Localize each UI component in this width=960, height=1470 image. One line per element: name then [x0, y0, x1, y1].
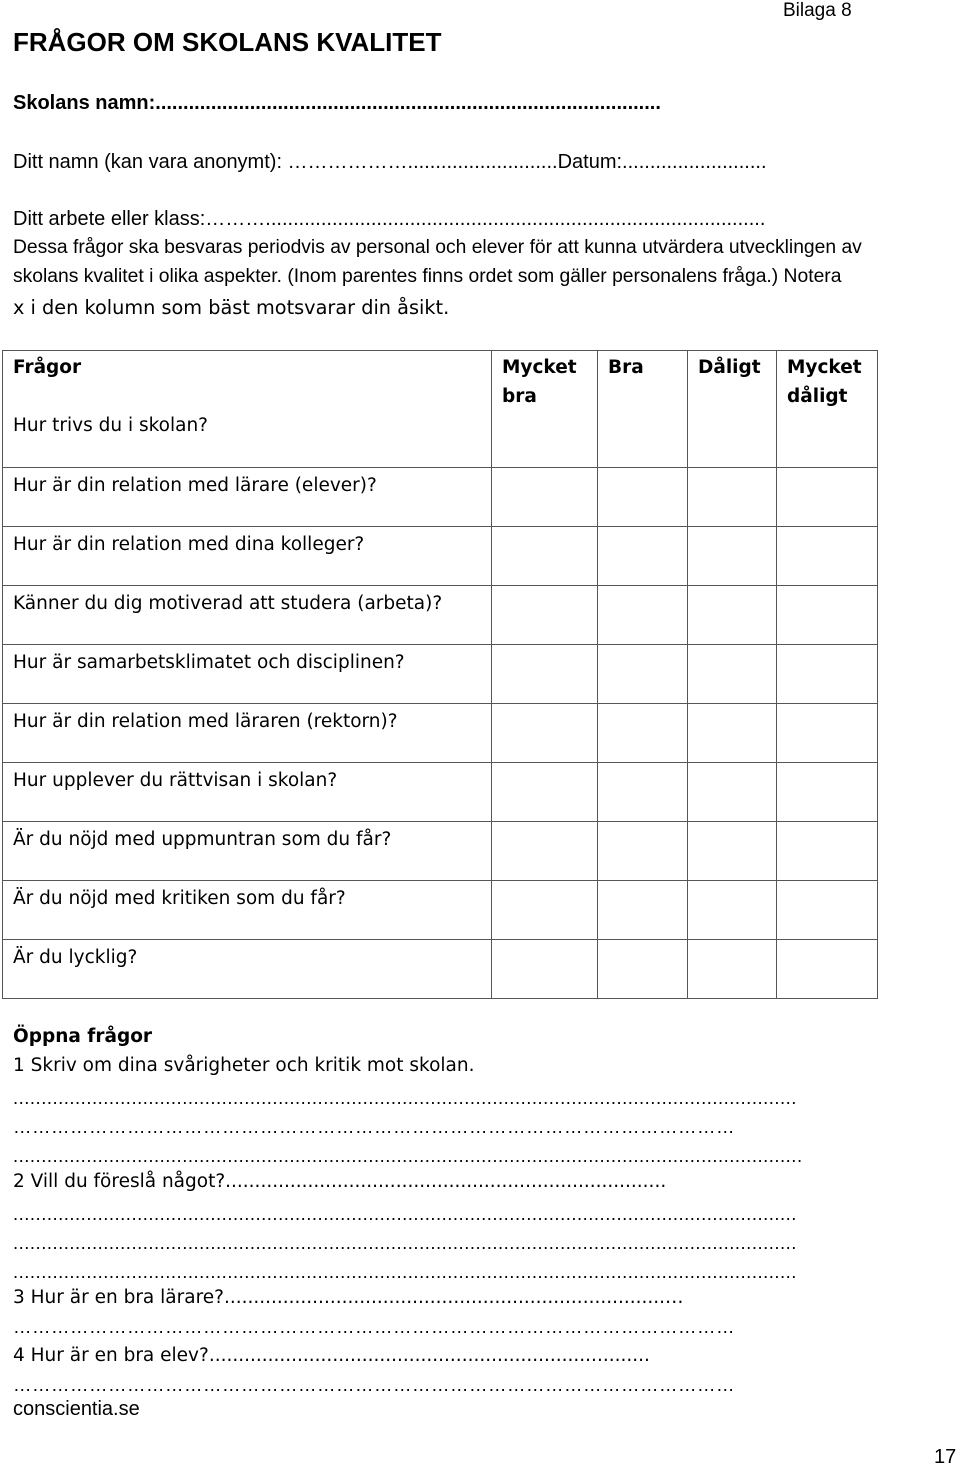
instructions-line-2: skolans kvalitet i olika aspekter. (Inom parentes finns ordet som gäller personalens fråga.) Notera: [13, 266, 842, 287]
bad-answer-cell[interactable]: [688, 940, 777, 999]
question-text: Hur är din relation med läraren (rektorn)?: [13, 711, 398, 732]
question-cell: [3, 645, 492, 704]
table-row: [3, 645, 878, 704]
table-row: [3, 881, 878, 940]
question-header-cell: [3, 351, 492, 468]
good-answer-cell[interactable]: [598, 586, 688, 645]
very-bad-header: Mycket: [787, 357, 862, 378]
answer-line[interactable]: ...........................................................................................................................................: [13, 1087, 797, 1108]
very-good-answer-cell[interactable]: [492, 645, 598, 704]
good-answer-cell[interactable]: [598, 940, 688, 999]
open-questions-heading: Öppna frågor: [13, 1026, 153, 1047]
page-title: FRÅGOR OM SKOLANS KVALITET: [13, 27, 442, 57]
very-good-answer-cell[interactable]: [492, 586, 598, 645]
name-date-field: Ditt namn (kan vara anonymt): ………………...........................Datum:..........................: [13, 151, 767, 173]
question-cell: [3, 704, 492, 763]
question-text: Är du nöjd med uppmuntran som du får?: [13, 829, 392, 850]
very-bad-answer-cell[interactable]: [777, 704, 878, 763]
answer-line[interactable]: ……………………………………………………………………………………………………: [13, 1316, 735, 1337]
very-bad-answer-cell[interactable]: [777, 468, 878, 527]
very-good-answer-cell[interactable]: [492, 763, 598, 822]
open-question-2: 2 Vill du föreslå något?...........................................................................: [13, 1171, 667, 1192]
question-text: Hur upplever du rättvisan i skolan?: [13, 770, 338, 791]
table-row: [3, 586, 878, 645]
good-answer-cell[interactable]: [598, 822, 688, 881]
bad-answer-cell[interactable]: [688, 822, 777, 881]
very-bad-answer-cell[interactable]: [777, 822, 878, 881]
question-cell: [3, 822, 492, 881]
very-good-answer-cell[interactable]: [492, 527, 598, 586]
good-answer-cell[interactable]: [598, 763, 688, 822]
work-class-field: Ditt arbete eller klass:………..........................................................................................: [13, 208, 766, 230]
table-row: [3, 468, 878, 527]
table-row: [3, 763, 878, 822]
very-bad-answer-cell[interactable]: [777, 586, 878, 645]
very-good-answer-cell[interactable]: [492, 822, 598, 881]
questions-column-header: Frågor: [13, 357, 82, 378]
question-text: Är du lycklig?: [13, 947, 138, 968]
bad-answer-cell[interactable]: [688, 645, 777, 704]
open-question-3: 3 Hur är en bra lärare?...........................................................................…: [13, 1287, 684, 1308]
good-header: Bra: [608, 357, 644, 378]
very-good-answer-cell[interactable]: [492, 881, 598, 940]
question-text: Är du nöjd med kritiken som du får?: [13, 888, 346, 909]
good-column[interactable]: [598, 351, 688, 468]
school-name-field: Skolans namn:...........................................................................................: [13, 92, 661, 114]
table-header-row: [3, 351, 878, 468]
answer-line[interactable]: ...........................................................................................................................................: [13, 1203, 797, 1224]
bad-answer-cell[interactable]: [688, 763, 777, 822]
footer-website: conscientia.se: [13, 1398, 140, 1420]
table-row: [3, 704, 878, 763]
question-text: Känner du dig motiverad att studera (arbeta)?: [13, 593, 443, 614]
question-text: Hur är din relation med dina kolleger?: [13, 534, 365, 555]
good-answer-cell[interactable]: [598, 645, 688, 704]
bad-header: Dåligt: [698, 357, 761, 378]
question-table: [2, 350, 878, 999]
bad-answer-cell[interactable]: [688, 527, 777, 586]
question-cell: [3, 881, 492, 940]
very-bad-answer-cell[interactable]: [777, 645, 878, 704]
question-text: Hur är din relation med lärare (elever)?: [13, 475, 377, 496]
bad-column[interactable]: [688, 351, 777, 468]
question-cell: [3, 763, 492, 822]
answer-line[interactable]: ...........................................................................................................................................: [13, 1261, 797, 1282]
table-row: [3, 822, 878, 881]
very-bad-answer-cell[interactable]: [777, 527, 878, 586]
very-good-answer-cell[interactable]: [492, 940, 598, 999]
answer-line[interactable]: ............................................................................................................................................: [13, 1145, 803, 1166]
instructions-line-3: x i den kolumn som bäst motsvarar din åsikt.: [13, 296, 450, 319]
very-good-header-line-2: bra: [502, 386, 537, 407]
answer-line[interactable]: ...........................................................................................................................................: [13, 1232, 797, 1253]
open-question-1: 1 Skriv om dina svårigheter och kritik mot skolan.: [13, 1055, 475, 1076]
good-answer-cell[interactable]: [598, 468, 688, 527]
good-answer-cell[interactable]: [598, 527, 688, 586]
very-good-column[interactable]: [492, 351, 598, 468]
appendix-label: Bilaga 8: [783, 0, 852, 21]
bad-answer-cell[interactable]: [688, 881, 777, 940]
very-good-header: Mycket: [502, 357, 577, 378]
answer-line[interactable]: ……………………………………………………………………………………………………: [13, 1374, 735, 1395]
question-cell: [3, 586, 492, 645]
question-cell: [3, 468, 492, 527]
table-row: [3, 940, 878, 999]
good-answer-cell[interactable]: [598, 881, 688, 940]
bad-answer-cell[interactable]: [688, 704, 777, 763]
bad-answer-cell[interactable]: [688, 586, 777, 645]
very-bad-column[interactable]: [777, 351, 878, 468]
page-number: 17: [934, 1446, 957, 1468]
table-row: [3, 527, 878, 586]
question-text: Hur trivs du i skolan?: [13, 415, 208, 436]
very-good-answer-cell[interactable]: [492, 704, 598, 763]
very-bad-answer-cell[interactable]: [777, 763, 878, 822]
very-bad-answer-cell[interactable]: [777, 940, 878, 999]
question-text: Hur är samarbetsklimatet och disciplinen?: [13, 652, 405, 673]
very-bad-answer-cell[interactable]: [777, 881, 878, 940]
instructions-line-1: Dessa frågor ska besvaras periodvis av personal och elever för att kunna utvärdera utvecklingen av: [13, 237, 862, 258]
bad-answer-cell[interactable]: [688, 468, 777, 527]
very-good-answer-cell[interactable]: [492, 468, 598, 527]
question-cell: [3, 527, 492, 586]
question-cell: [3, 940, 492, 999]
answer-line[interactable]: ……………………………………………………………………………………………………: [13, 1116, 735, 1137]
good-answer-cell[interactable]: [598, 704, 688, 763]
very-bad-header-line-2: dåligt: [787, 386, 848, 407]
open-question-4: 4 Hur är en bra elev?...........................................................................: [13, 1345, 650, 1366]
